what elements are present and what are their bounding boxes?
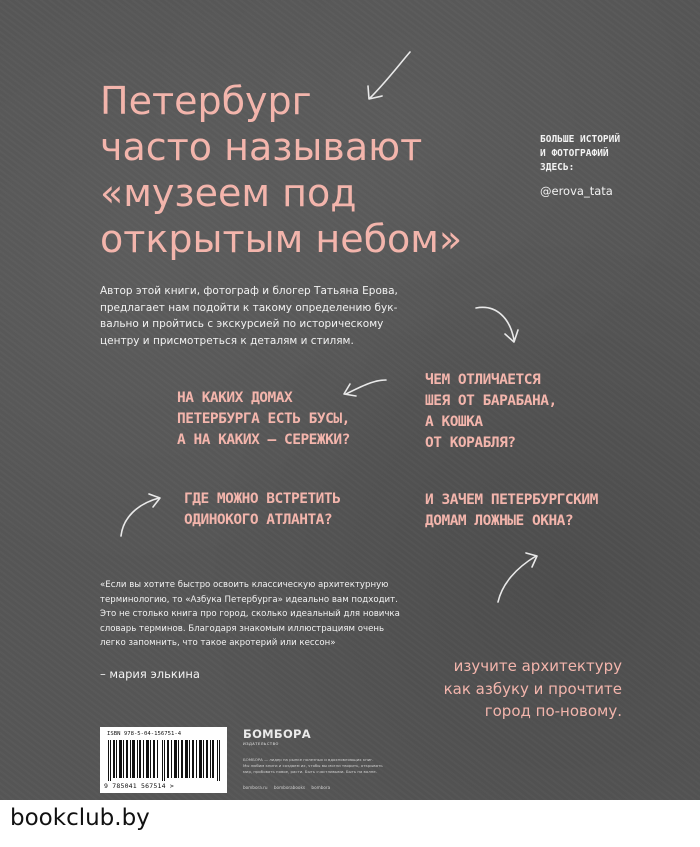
question-false-windows <box>425 490 598 532</box>
social-link: bomborabooks <box>273 785 306 790</box>
question-neck-drum <box>425 370 557 454</box>
arrow-icon-curve-up <box>115 492 167 542</box>
question-line: ПЕТЕРБУРГА ЕСТЬ БУСЫ, <box>177 411 350 427</box>
quote-line: словарь терминов. Благодаря знакомым иллюстрациям очень <box>100 623 385 634</box>
fine-print-line: мир, пробовать новое, расти. Быть счастливыми. Быть на волне. <box>243 768 377 774</box>
question-line: ОДИНОКОГО АТЛАНТА? <box>184 512 333 528</box>
question-line: А КОШКА <box>425 414 483 430</box>
social-link: bombora.ru <box>243 785 268 790</box>
sidebar-caption-line: БОЛЬШЕ ИСТОРИЙ <box>540 134 621 145</box>
quote-line: легко запомнить, что такое акротерий или кессон» <box>100 638 336 649</box>
instagram-handle: @erova_tata <box>540 184 613 198</box>
closing-line: как азбуку и прочтите <box>443 679 622 698</box>
arrow-icon-right-curve <box>472 300 522 350</box>
quote-author: – мария элькина <box>100 667 200 681</box>
intro-line: вально и пройтись с экскурсией по историческому <box>100 318 384 331</box>
sidebar-caption <box>540 133 620 175</box>
social-link: bombora <box>311 785 331 790</box>
quote-line: терминологию, то «Азбука Петербурга» идеально вам подходит. <box>100 594 398 605</box>
closing-slogan <box>422 655 622 723</box>
question-line: ЧЕМ ОТЛИЧАЕТСЯ <box>425 372 541 388</box>
closing-line: город по-новому. <box>484 702 622 720</box>
intro-line: центру и присмотреться к деталям и стилям. <box>100 334 354 347</box>
quote-line: «Если вы хотите быстро освоить классическую архитектурную <box>100 580 389 590</box>
sidebar-caption-line: И ФОТОГРАФИЙ <box>540 148 609 159</box>
quote-line: Это не столько книга про город, сколько идеальный для новичка <box>100 609 400 620</box>
question-line: ГДЕ МОЖНО ВСТРЕТИТЬ <box>184 491 341 507</box>
publisher-social-links <box>243 785 335 790</box>
publisher-subtitle: ИЗДАТЕЛЬСТВО <box>243 742 279 746</box>
publisher-fine-print <box>243 757 455 774</box>
arrow-icon-bottom-right <box>492 548 542 608</box>
site-watermark: bookclub.by <box>10 805 150 831</box>
question-line: А НА КАКИХ – СЕРЕЖКИ? <box>177 432 350 448</box>
closing-line: изучите архитектуру <box>453 657 622 675</box>
headline-line: «музеем под <box>100 171 357 215</box>
footer-bar <box>0 800 700 847</box>
question-line: ДОМАМ ЛОЖНЫЕ ОКНА? <box>425 513 574 529</box>
question-line: ШЕЯ ОТ БАРАБАНА, <box>425 393 557 409</box>
barcode-label <box>100 727 227 793</box>
fine-print-line: Мы любим книги и создаем их, чтобы вы могли творить, открывать <box>243 762 383 768</box>
headline-line: открытым небом» <box>100 217 463 261</box>
headline <box>100 78 520 262</box>
question-atlas <box>184 489 340 531</box>
barcode-icon <box>108 740 220 781</box>
question-line: НА КАКИХ ДОМАХ <box>177 390 293 406</box>
question-line: И ЗАЧЕМ ПЕТЕРБУРГСКИМ <box>425 492 598 508</box>
intro-line: предлагает нам подойти к такому определению бук- <box>100 301 398 314</box>
isbn-text: ISBN 978-5-04-156751-4 <box>107 731 182 737</box>
arrow-icon-left <box>340 372 390 402</box>
question-line: ОТ КОРАБЛЯ? <box>425 435 516 451</box>
headline-line: Петербург <box>100 79 312 123</box>
review-quote <box>100 578 430 651</box>
barcode-digits: 9 785041 567514 > <box>104 782 174 790</box>
publisher-logo <box>243 727 311 746</box>
question-beads-earrings <box>177 388 350 451</box>
publisher-name: БОМБОРА <box>243 727 311 741</box>
sidebar-caption-line: ЗДЕСЬ: <box>540 162 575 173</box>
fine-print-line: БОМБОРА — лидер на рынке полезных и вдохновляющих книг. <box>243 757 374 762</box>
headline-line: часто называют <box>100 125 423 169</box>
intro-paragraph <box>100 283 462 349</box>
intro-line: Автор этой книги, фотограф и блогер Татьяна Ерова, <box>100 285 398 297</box>
